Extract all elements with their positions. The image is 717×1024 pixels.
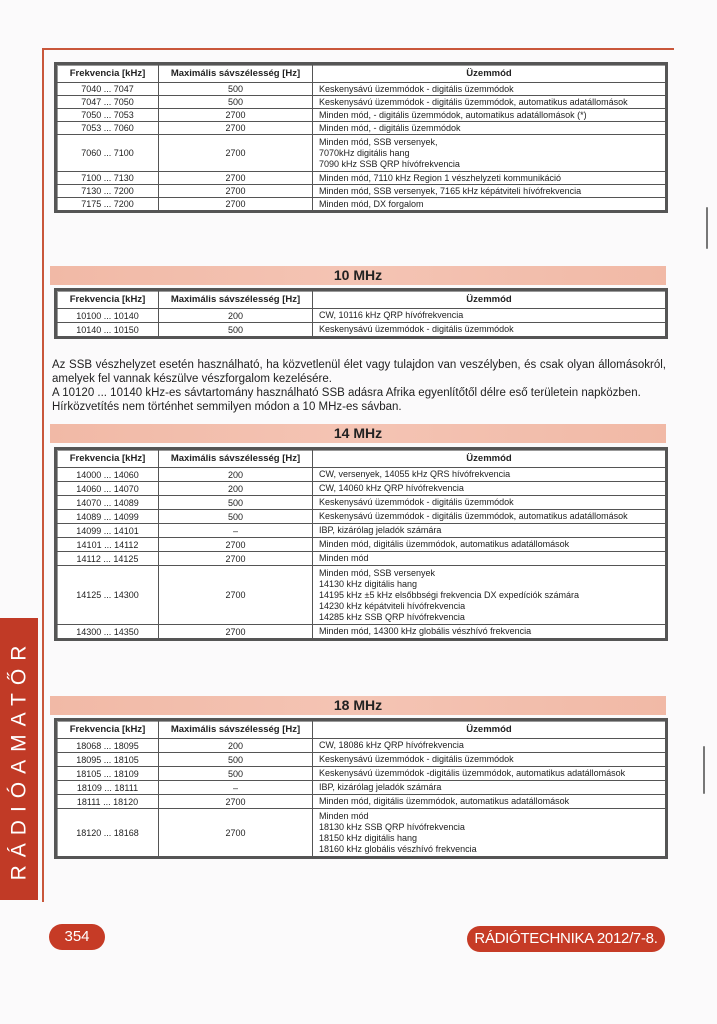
cell-frequency: 18095 ... 18105	[57, 753, 159, 767]
cell-mode	[313, 198, 666, 211]
mode-line: Keskenysávú üzemmódok - digitális üzemmódok	[319, 83, 514, 94]
staple-mark	[706, 207, 708, 249]
note-paragraph: Az SSB vészhelyzet esetén használható, ha közvetlenül élet vagy tulajdon van veszélyben, és csak olyan állomásokról, amelyek fel vannak készülve vészforgalom kezelésére.	[52, 359, 666, 385]
cell-bandwidth: 2700	[159, 795, 313, 809]
cell-bandwidth: 2700	[159, 185, 313, 198]
table-row	[57, 96, 666, 109]
cell-frequency: 7047 ... 7050	[57, 96, 159, 109]
table-row	[57, 122, 666, 135]
cell-mode	[313, 83, 666, 96]
cell-bandwidth: 2700	[159, 552, 313, 566]
mode-line: Minden mód, 7110 kHz Region 1 vészhelyzeti kommunikáció	[319, 172, 561, 183]
cell-bandwidth: 2700	[159, 135, 313, 172]
mode-line: 14285 kHz SSB QRP hívófrekvencia	[319, 611, 465, 622]
table-row	[57, 135, 666, 172]
band-header-14mhz: 14 MHz	[50, 424, 666, 443]
table-14mhz	[54, 447, 668, 641]
mode-line: CW, 10116 kHz QRP hívófrekvencia	[319, 310, 464, 320]
cell-bandwidth: 2700	[159, 538, 313, 552]
side-label	[0, 618, 38, 900]
cell-frequency: 14070 ... 14089	[57, 496, 159, 510]
table-row	[57, 739, 666, 753]
table-row	[57, 552, 666, 566]
table-row	[57, 109, 666, 122]
cell-mode	[313, 524, 666, 538]
mode-line: Minden mód, DX forgalom	[319, 198, 424, 209]
cell-bandwidth: 500	[159, 96, 313, 109]
cell-bandwidth: 2700	[159, 809, 313, 857]
mode-line: 7070kHz digitális hang	[319, 147, 410, 158]
cell-mode	[313, 566, 666, 625]
note-paragraph: A 10120 ... 10140 kHz-es sávtartomány használható SSB adásra Afrika egyenlítőtől délre eső területein napközben.	[52, 387, 641, 399]
cell-bandwidth: –	[159, 524, 313, 538]
col-header-freq: Frekvencia [kHz]	[57, 450, 159, 468]
mode-line: 14130 kHz digitális hang	[319, 578, 418, 589]
cell-frequency: 7100 ... 7130	[57, 172, 159, 185]
table-row	[57, 185, 666, 198]
table-row	[57, 566, 666, 625]
cell-bandwidth: 500	[159, 753, 313, 767]
mode-line: Keskenysávú üzemmódok - digitális üzemmódok, automatikus adatállomások	[319, 96, 628, 107]
cell-frequency: 14101 ... 14112	[57, 538, 159, 552]
staple-mark	[703, 746, 705, 794]
mode-line: 14230 kHz képátviteli hívófrekvencia	[319, 600, 466, 611]
cell-bandwidth: 2700	[159, 122, 313, 135]
cell-frequency: 7130 ... 7200	[57, 185, 159, 198]
mode-line: Minden mód, SSB versenyek	[319, 567, 436, 578]
cell-frequency: 14099 ... 14101	[57, 524, 159, 538]
mode-line: Keskenysávú üzemmódok -digitális üzemmódok, automatikus adatállomások	[319, 768, 626, 778]
cell-frequency: 18120 ... 18168	[57, 809, 159, 857]
mode-line: Minden mód, - digitális üzemmódok	[319, 122, 461, 133]
table-row	[57, 496, 666, 510]
col-header-mode: Üzemmód	[313, 721, 666, 739]
mode-line: Minden mód, SSB versenyek,	[319, 136, 438, 147]
cell-mode	[313, 538, 666, 552]
table-row	[57, 468, 666, 482]
mode-line: Minden mód, digitális üzemmódok, automatikus adatállomások	[319, 539, 570, 549]
table-row	[57, 309, 666, 323]
col-header-bandwidth: Maximális sávszélesség [Hz]	[159, 291, 313, 309]
cell-mode	[313, 809, 666, 857]
cell-bandwidth: 2700	[159, 625, 313, 639]
col-header-bandwidth: Maximális sávszélesség [Hz]	[159, 65, 313, 83]
cell-frequency: 14060 ... 14070	[57, 482, 159, 496]
cell-mode	[313, 552, 666, 566]
table-row	[57, 538, 666, 552]
table-row	[57, 795, 666, 809]
cell-bandwidth: 2700	[159, 109, 313, 122]
cell-bandwidth: 500	[159, 323, 313, 337]
page-number: 354	[49, 924, 105, 950]
side-label-text: RÁDIÓAMATŐR	[7, 637, 31, 881]
cell-mode	[313, 122, 666, 135]
cell-mode	[313, 753, 666, 767]
cell-mode	[313, 482, 666, 496]
cell-frequency: 7050 ... 7053	[57, 109, 159, 122]
cell-bandwidth: 500	[159, 767, 313, 781]
cell-bandwidth: 500	[159, 510, 313, 524]
cell-bandwidth: 500	[159, 83, 313, 96]
cell-mode	[313, 496, 666, 510]
table-row	[57, 524, 666, 538]
band-header-18mhz: 18 MHz	[50, 696, 666, 715]
cell-frequency: 14000 ... 14060	[57, 468, 159, 482]
cell-frequency: 10100 ... 10140	[57, 309, 159, 323]
cell-mode	[313, 781, 666, 795]
mode-line: Minden mód, 14300 kHz globális vészhívó frekvencia	[319, 626, 532, 636]
cell-frequency: 7060 ... 7100	[57, 135, 159, 172]
cell-mode	[313, 135, 666, 172]
mode-line: CW, 18086 kHz QRP hívófrekvencia	[319, 740, 464, 750]
cell-frequency: 7040 ... 7047	[57, 83, 159, 96]
cell-bandwidth: 200	[159, 468, 313, 482]
cell-bandwidth: 200	[159, 482, 313, 496]
mode-line: 18150 kHz digitális hang	[319, 832, 418, 843]
cell-bandwidth: 2700	[159, 566, 313, 625]
cell-bandwidth: 500	[159, 496, 313, 510]
band-header-10mhz: 10 MHz	[50, 266, 666, 285]
cell-mode	[313, 510, 666, 524]
mode-line: Minden mód, - digitális üzemmódok, automatikus adatállomások (*)	[319, 109, 587, 120]
mode-line: Keskenysávú üzemmódok - digitális üzemmódok	[319, 324, 514, 334]
note-paragraph: Hírközvetítés nem történhet semmilyen módon a 10 MHz-es sávban.	[52, 401, 402, 413]
cell-frequency: 18109 ... 18111	[57, 781, 159, 795]
cell-mode	[313, 739, 666, 753]
cell-bandwidth: 200	[159, 739, 313, 753]
publication-label: RÁDIÓTECHNIKA 2012/7-8.	[467, 926, 665, 952]
cell-bandwidth: 2700	[159, 172, 313, 185]
cell-frequency: 14089 ... 14099	[57, 510, 159, 524]
col-header-mode: Üzemmód	[313, 450, 666, 468]
mode-line: Keskenysávú üzemmódok - digitális üzemmódok	[319, 497, 514, 507]
table-7mhz	[54, 62, 668, 213]
col-header-bandwidth: Maximális sávszélesség [Hz]	[159, 721, 313, 739]
cell-frequency: 18111 ... 18120	[57, 795, 159, 809]
col-header-freq: Frekvencia [kHz]	[57, 291, 159, 309]
mode-line: CW, 14060 kHz QRP hívófrekvencia	[319, 483, 464, 493]
mode-line: CW, versenyek, 14055 kHz QRS hívófrekvencia	[319, 469, 511, 479]
mode-line: IBP, kizárólag jeladók számára	[319, 782, 442, 792]
cell-mode	[313, 109, 666, 122]
mode-line: IBP, kizárólag jeladók számára	[319, 525, 442, 535]
cell-frequency: 7053 ... 7060	[57, 122, 159, 135]
mode-line: 18130 kHz SSB QRP hívófrekvencia	[319, 821, 465, 832]
col-header-freq: Frekvencia [kHz]	[57, 721, 159, 739]
col-header-mode: Üzemmód	[313, 65, 666, 83]
cell-mode	[313, 323, 666, 337]
table-row	[57, 625, 666, 639]
cell-mode	[313, 185, 666, 198]
cell-mode	[313, 309, 666, 323]
cell-mode	[313, 795, 666, 809]
table-row	[57, 767, 666, 781]
mode-line: Minden mód	[319, 810, 369, 821]
mode-line: 7090 kHz SSB QRP hívófrekvencia	[319, 158, 460, 169]
cell-bandwidth: –	[159, 781, 313, 795]
table-row	[57, 198, 666, 211]
table-row	[57, 781, 666, 795]
mode-line: Keskenysávú üzemmódok - digitális üzemmódok, automatikus adatállomások	[319, 511, 628, 521]
col-header-bandwidth: Maximális sávszélesség [Hz]	[159, 450, 313, 468]
cell-bandwidth: 200	[159, 309, 313, 323]
table-row	[57, 809, 666, 857]
table-row	[57, 482, 666, 496]
cell-frequency: 14112 ... 14125	[57, 552, 159, 566]
col-header-freq: Frekvencia [kHz]	[57, 65, 159, 83]
cell-frequency: 18068 ... 18095	[57, 739, 159, 753]
mode-line: 18160 kHz globális vészhívó frekvencia	[319, 843, 477, 854]
notes-10mhz	[52, 358, 666, 414]
mode-line: Keskenysávú üzemmódok - digitális üzemmódok	[319, 754, 514, 764]
cell-mode	[313, 172, 666, 185]
table-18mhz	[54, 718, 668, 859]
cell-frequency: 10140 ... 10150	[57, 323, 159, 337]
cell-bandwidth: 2700	[159, 198, 313, 211]
mode-line: Minden mód, SSB versenyek, 7165 kHz képátviteli hívófrekvencia	[319, 185, 582, 196]
cell-mode	[313, 625, 666, 639]
mode-line: Minden mód, digitális üzemmódok, automatikus adatállomások	[319, 796, 570, 806]
table-row	[57, 510, 666, 524]
table-row	[57, 83, 666, 96]
table-row	[57, 753, 666, 767]
cell-mode	[313, 468, 666, 482]
table-row	[57, 323, 666, 337]
table-10mhz	[54, 288, 668, 339]
table-row	[57, 172, 666, 185]
cell-frequency: 7175 ... 7200	[57, 198, 159, 211]
mode-line: 14195 kHz ±5 kHz elsőbbségi frekvencia DX expedíciók számára	[319, 589, 580, 600]
cell-frequency: 14300 ... 14350	[57, 625, 159, 639]
mode-line: Minden mód	[319, 553, 369, 563]
cell-mode	[313, 767, 666, 781]
cell-frequency: 14125 ... 14300	[57, 566, 159, 625]
cell-frequency: 18105 ... 18109	[57, 767, 159, 781]
col-header-mode: Üzemmód	[313, 291, 666, 309]
cell-mode	[313, 96, 666, 109]
